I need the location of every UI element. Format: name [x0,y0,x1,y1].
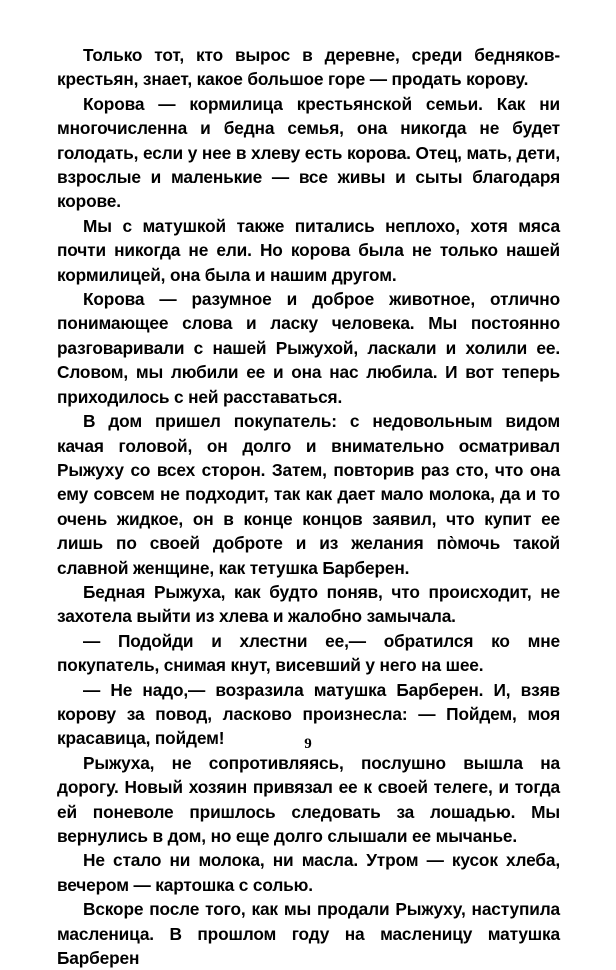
paragraph-9: Рыжуха, не сопротивляясь, послушно вышла на дорогу. Новый хозяин привязал ее к своей телеге, и тогда ей поневоле пришлось следовать за лошадью. Мы вернулись в дом, но еще долго слышали ее мычанье. [57,752,560,846]
paragraph-3: Мы с матушкой также питались неплохо, хотя мяса почти никогда не ели. Но корова была не только нашей кормилицей, она была и нашим другом. [57,215,560,285]
paragraph-8: — Не надо,— возразила матушка Барберен. И, взяв корову за повод, ласково произнесла: — Пойдем, моя красавица, пойдем! [57,679,560,749]
paragraph-6: Бедная Рыжуха, как будто поняв, что происходит, не захотела выйти из хлева и жалобно замычала. [57,581,560,627]
paragraph-4: Корова — разумное и доброе животное, отлично понимающее слова и ласку человека. Мы постоянно разговаривали с нашей Рыжухой, ласкали и холили ее. Словом, мы любили ее и она нас любила. И вот теперь приходилось с ней расставаться. [57,289,560,407]
paragraph-7: — Подойди и хлестни ее,— обратился ко мне покупатель, снимая кнут, висевший у него на шее. [57,630,560,676]
paragraph-10: Не стало ни молока, ни масла. Утром — кусок хлеба, вечером — картошка с солью. [57,850,560,895]
paragraph-1: Только тот, кто вырос в деревне, среди бедняков-крестьян, знает, какое большое горе — продать корову. [57,45,560,90]
paragraph-11: Вскоре после того, как мы продали Рыжуху, наступила масленица. В прошлом году на масленицу матушка Барберен [57,899,560,969]
body-text [57,43,560,970]
paragraph-2: Корова — кормилица крестьянской семьи. Как ни многочисленна и бедна семья, она никогда не будет голодать, если у нее в хлеву есть корова. Отец, мать, дети, взрослые и маленькие — все живы и сыты благодаря корове. [57,93,560,212]
page-number: 9 [304,736,312,752]
paragraph-5: В дом пришел покупатель: с недовольным видом качая головой, он долго и внимательно осматривал Рыжуху со всех сторон. Затем, повторив раз сто, что она ему совсем не подходит, так как дает мало молока, да и то очень жидкое, он в конце концов заявил, что купит ее лишь по своей доброте и из желания по̀мочь такой славной женщине, как тетушка Барберен. [57,411,560,578]
